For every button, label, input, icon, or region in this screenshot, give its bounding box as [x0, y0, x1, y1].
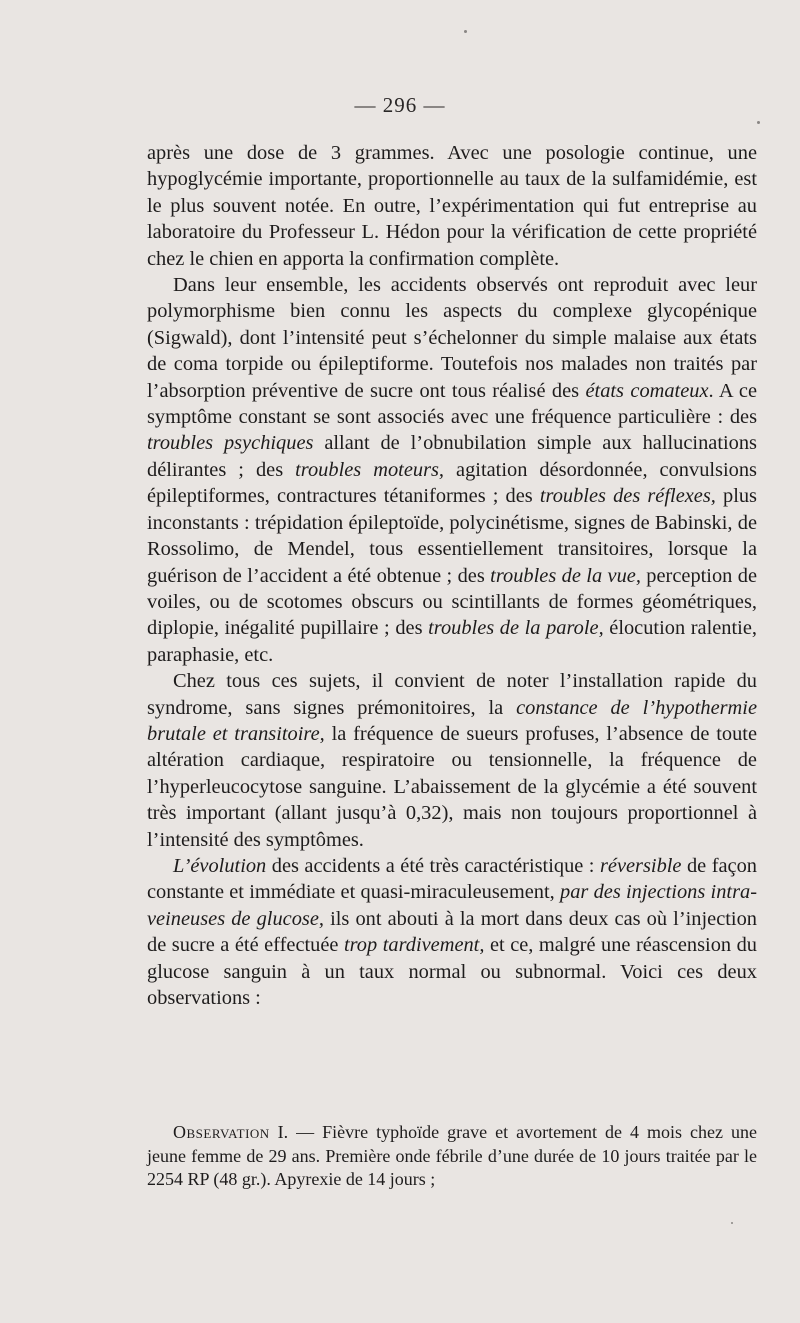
text-run: Dans leur ensemble, les accidents observés ont reproduit avec leur polymorphisme bien connu les aspects du complexe glycopénique (Sigwald), dont l’intensité peut s’échelonner du simple malaise aux états de coma torpide ou épileptiforme. Toutefois nos malades non traités par l’absorption préventive de sucre ont tous réalisé des: [147, 274, 757, 402]
text-run: . A ce symptôme constant se sont associés avec une fréquence particulière : des: [147, 379, 757, 429]
text-run: et ce, malgré une réascension du glucose sanguin à un taux normal ou subnormal. Voici ces deux observations :: [147, 934, 757, 1009]
paragraph: [147, 272, 757, 668]
italic-text: constance de l’hypothermie brutale et transitoire,: [147, 696, 757, 745]
text-run: des accidents a été très caractéristique :: [266, 854, 600, 877]
paragraph: [147, 140, 757, 272]
text-run: de façon constante et immédiate et quasi-miraculeusement,: [147, 854, 757, 904]
italic-text: L’évolution: [173, 854, 267, 877]
text-run: allant de l’obnubilation simple aux hallucinations délirantes ; des: [147, 432, 757, 481]
text-run: ils ont abouti à la mort dans deux cas où l’injection de sucre a été effectuée: [147, 907, 757, 957]
observation-paragraph: [147, 1121, 757, 1192]
paper-speck: [731, 1222, 733, 1224]
paper-speck: [464, 30, 467, 33]
text-run: agitation désordonnée, convulsions épileptiformes, contractures tétaniformes ; des: [147, 458, 757, 508]
text-run: perception de voiles, ou de scotomes obscurs ou scintillants de formes géométriques, diplopie, inégalité pupillaire ; des: [147, 564, 757, 640]
italic-text: troubles de la parole,: [428, 617, 604, 640]
italic-text: réversible: [599, 854, 682, 877]
text-run: élocution ralentie, paraphasie, etc.: [147, 617, 757, 666]
body-text: [147, 140, 757, 1011]
italic-text: troubles des réflexes,: [539, 485, 716, 508]
observation-text: I. — Fièvre typhoïde grave et avortement de 4 mois chez une jeune femme de 29 ans. Première onde fébrile d’une durée de 10 jours traitée par le 2254 RP (48 gr.). Apyrexie de 14 jours ;: [147, 1122, 757, 1189]
text-run: plus inconstants : trépidation épileptoïde, polycinétisme, signes de Babinski, de Rossolimo, de Mendel, tous essentiellement transitoires, lorsque la guérison de l’accident a été obtenue ; des: [147, 485, 757, 587]
italic-text: troubles psychiques: [147, 432, 314, 455]
text-run: la fréquence de sueurs profuses, l’absence de toute altération cardiaque, respiratoire ou tensionnelle, la fréquence de l’hyperleucocytose sanguine. L’abaissement de la glycémie a été souvent très important (allant jusqu’à 0,32), mais non toujours proportionnel à l’intensité des symptômes.: [147, 722, 757, 851]
italic-text: troubles de la vue,: [490, 564, 641, 587]
observation-label: Observation: [173, 1122, 270, 1142]
page-number: — 296 —: [354, 93, 446, 117]
text-run: après une dose de 3 grammes. Avec une posologie continue, une hypoglycémie importante, proportionnelle au taux de la sulfamidémie, est le plus souvent notée. En outre, l’expérimentation qui fut entreprise au laboratoire du Professeur L. Hédon pour la vérification de cette propriété chez le chien en apporta la confirmation complète.: [147, 142, 757, 270]
paragraph: [147, 853, 757, 1011]
italic-text: troubles moteurs,: [295, 458, 445, 481]
observation-block: [147, 1121, 757, 1192]
paragraph: [147, 668, 757, 853]
italic-text: états comateux: [585, 379, 709, 402]
italic-text: par des injections intra-veineuses de glucose,: [147, 881, 758, 930]
paper-speck: [757, 121, 760, 124]
italic-text: trop tardivement,: [343, 934, 485, 957]
text-run: Chez tous ces sujets, il convient de noter l’installation rapide du syndrome, sans signes prémonitoires, la: [147, 670, 757, 719]
